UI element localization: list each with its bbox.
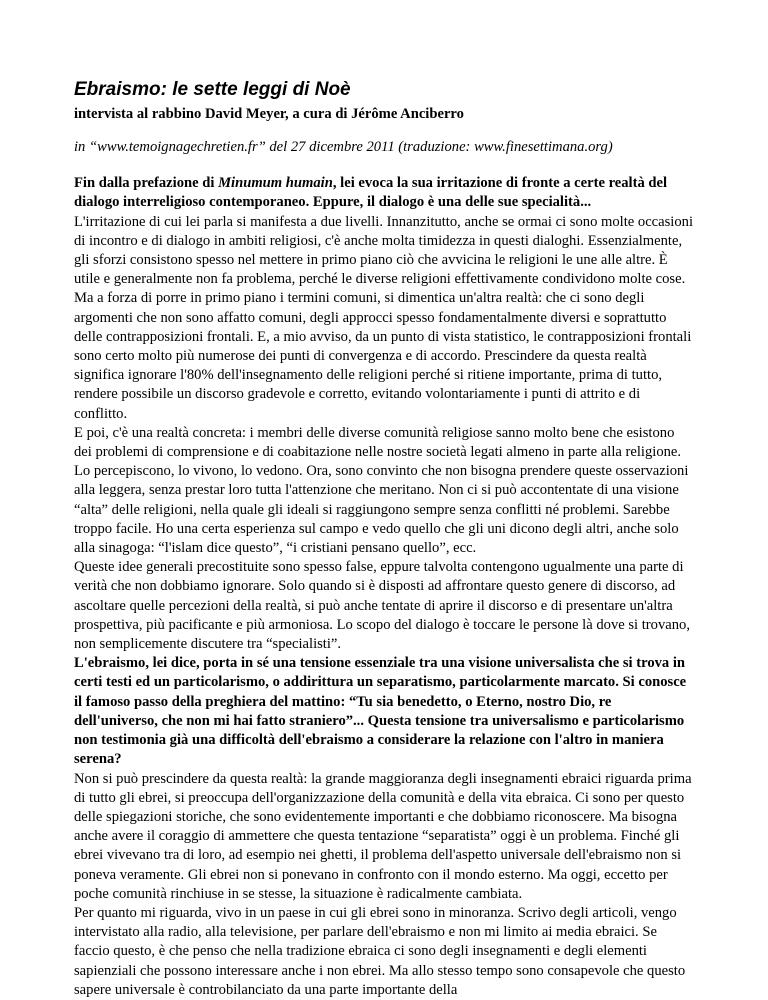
answer-1-paragraph-4: Queste idee generali precostituite sono spesso false, eppure talvolta contengono ugualmente una parte di verità che non dobbiamo ignorare. Solo quando si è disposti ad affrontare questo genere di discorso, ad ascoltare quelle percezioni della realtà, si può anche tentate di aprire il discorso e di presentare un'altra prospettiva, più pacificante e più armoniosa. Lo scopo del dialogo è toccare le persone là dove si trovano, non semplicemente discutere tra “specialisti”. [74,559,690,653]
answer-1-paragraph-3: E poi, c'è una realtà concreta: i membri delle diverse comunità religiose sanno molto bene che esistono dei problemi di comprensione e di coabitazione nelle nostre società legati almeno in parte alla religione. Lo percepiscono, lo vivono, lo vedono. Ora, sono convinto che non bisogna prendere queste osservazioni alla leggera, senza prestar loro tutta l'attenzione che meritano. Non ci si può accontentate di una visione “alta” delle religioni, nella quale gli ideali si raggiungono sempre senza conflitti né problemi. Sarebbe troppo facile. Ho una certa esperienza sul campo e vedo quello che gli uni dicono degli altri, anche solo alla sinagoga: “l'islam dice questo”, “i cristiani pensano quello”, ecc. [74,424,689,557]
answer-1-paragraph-1: L'irritazione di cui lei parla si manifesta a due livelli. Innanzitutto, anche se ormai ci sono molte occasioni di incontro e di dialogo in ambiti religiosi, c'è anche molta timidezza in questi dialoghi. Essenzialmente, gli sforzi consistono spesso nel mettere in primo piano ciò che avvicina le religioni le une alle altre. È utile e generalmente non fa problema, perché le diverse religioni effettivamente condividono molte cose. [74,213,694,288]
answer-2-paragraph-1: Non si può prescindere da questa realtà: la grande maggioranza degli insegnamenti ebraici riguarda prima di tutto gli ebrei, si preoccupa dell'organizzazione della comunità e della vita ebraica. Ci sono per questo delle spiegazioni storiche, che sono evidentemente importanti e che dobbiamo riconoscere. Ma bisogna anche avere il coraggio di ammettere che questa tentazione “separatista” oggi è un problema. Finché gli ebrei vivevano tra di loro, ad esempio nei ghetti, il problema dell'aspetto universale dell'ebraismo non si poneva veramente. Gli ebrei non si ponevano in confronto con il mondo esterno. Ma oggi, eccetto per poche comunità rinchiuse in se stesse, la situazione è radicalmente cambiata. [74,770,692,902]
book-title: Minumum humain [218,175,333,192]
document-subtitle: intervista al rabbino David Meyer, a cura di Jérôme Anciberro [74,106,464,122]
document-title: Ebraismo: le sette leggi di Noè [74,79,351,100]
answer-1-paragraph-2: Ma a forza di porre in primo piano i termini comuni, si dimentica un'altra realtà: che ci sono degli argomenti che non sono affatto comuni, degli approcci spesso fondamentalmente diversi e soprattutto delle contrapposizioni frontali. E, a mio avviso, da un punto di vista statistico, le contrapposizioni frontali sono certo molto più numerose dei punti di convergenza e di accordo. Prescindere da questa realtà significa ignorare l'80% dell'insegnamento delle religioni perché si ritiene importante, prima di tutto, rendere possibile un discorso gradevole e corretto, evitando volontariamente i punti di attrito e di conflitto. [74,290,692,422]
question-1-pre: Fin dalla prefazione di [74,175,219,192]
question-1-post: , lei evoca la sua irritazione di fronte a certe realtà del dialogo interreligioso contemporaneo. Eppure, il dialogo è una delle sue specialità... [74,175,668,211]
document-page [74,78,694,1000]
answer-2-paragraph-2: Per quanto mi riguarda, vivo in un paese in cui gli ebrei sono in minoranza. Scrivo degli articoli, vengo intervistato alla radio, alla televisione, per parlare dell'ebraismo e non mi limito ai media ebraici. Se faccio questo, è che penso che nella tradizione ebraica ci sono degli insegnamenti e degli elementi sapienziali che possono interessare anche i non ebrei. Ma allo stesso tempo sono consapevole che questo sapere universale è controbilanciato da una parte importante della [74,904,686,998]
source-line: in “www.temoignagechretien.fr” del 27 dicembre 2011 (traduzione: www.finesettimana.org) [74,139,613,155]
question-1 [74,174,694,212]
question-2: L'ebraismo, lei dice, porta in sé una tensione essenziale tra una visione universalista che si trova in certi testi ed un particolarismo, o addirittura un separatismo, particolarmente marcato. Si conosce il famoso passo della preghiera del mattino: “Tu sia benedetto, o Eterno, nostro Dio, re dell'universo, che non mi hai fatto straniero”... Questa tensione tra universalismo e particolarismo non testimonia già una difficoltà dell'ebraismo a considerare la relazione con l'altro in maniera serena? [74,655,687,768]
